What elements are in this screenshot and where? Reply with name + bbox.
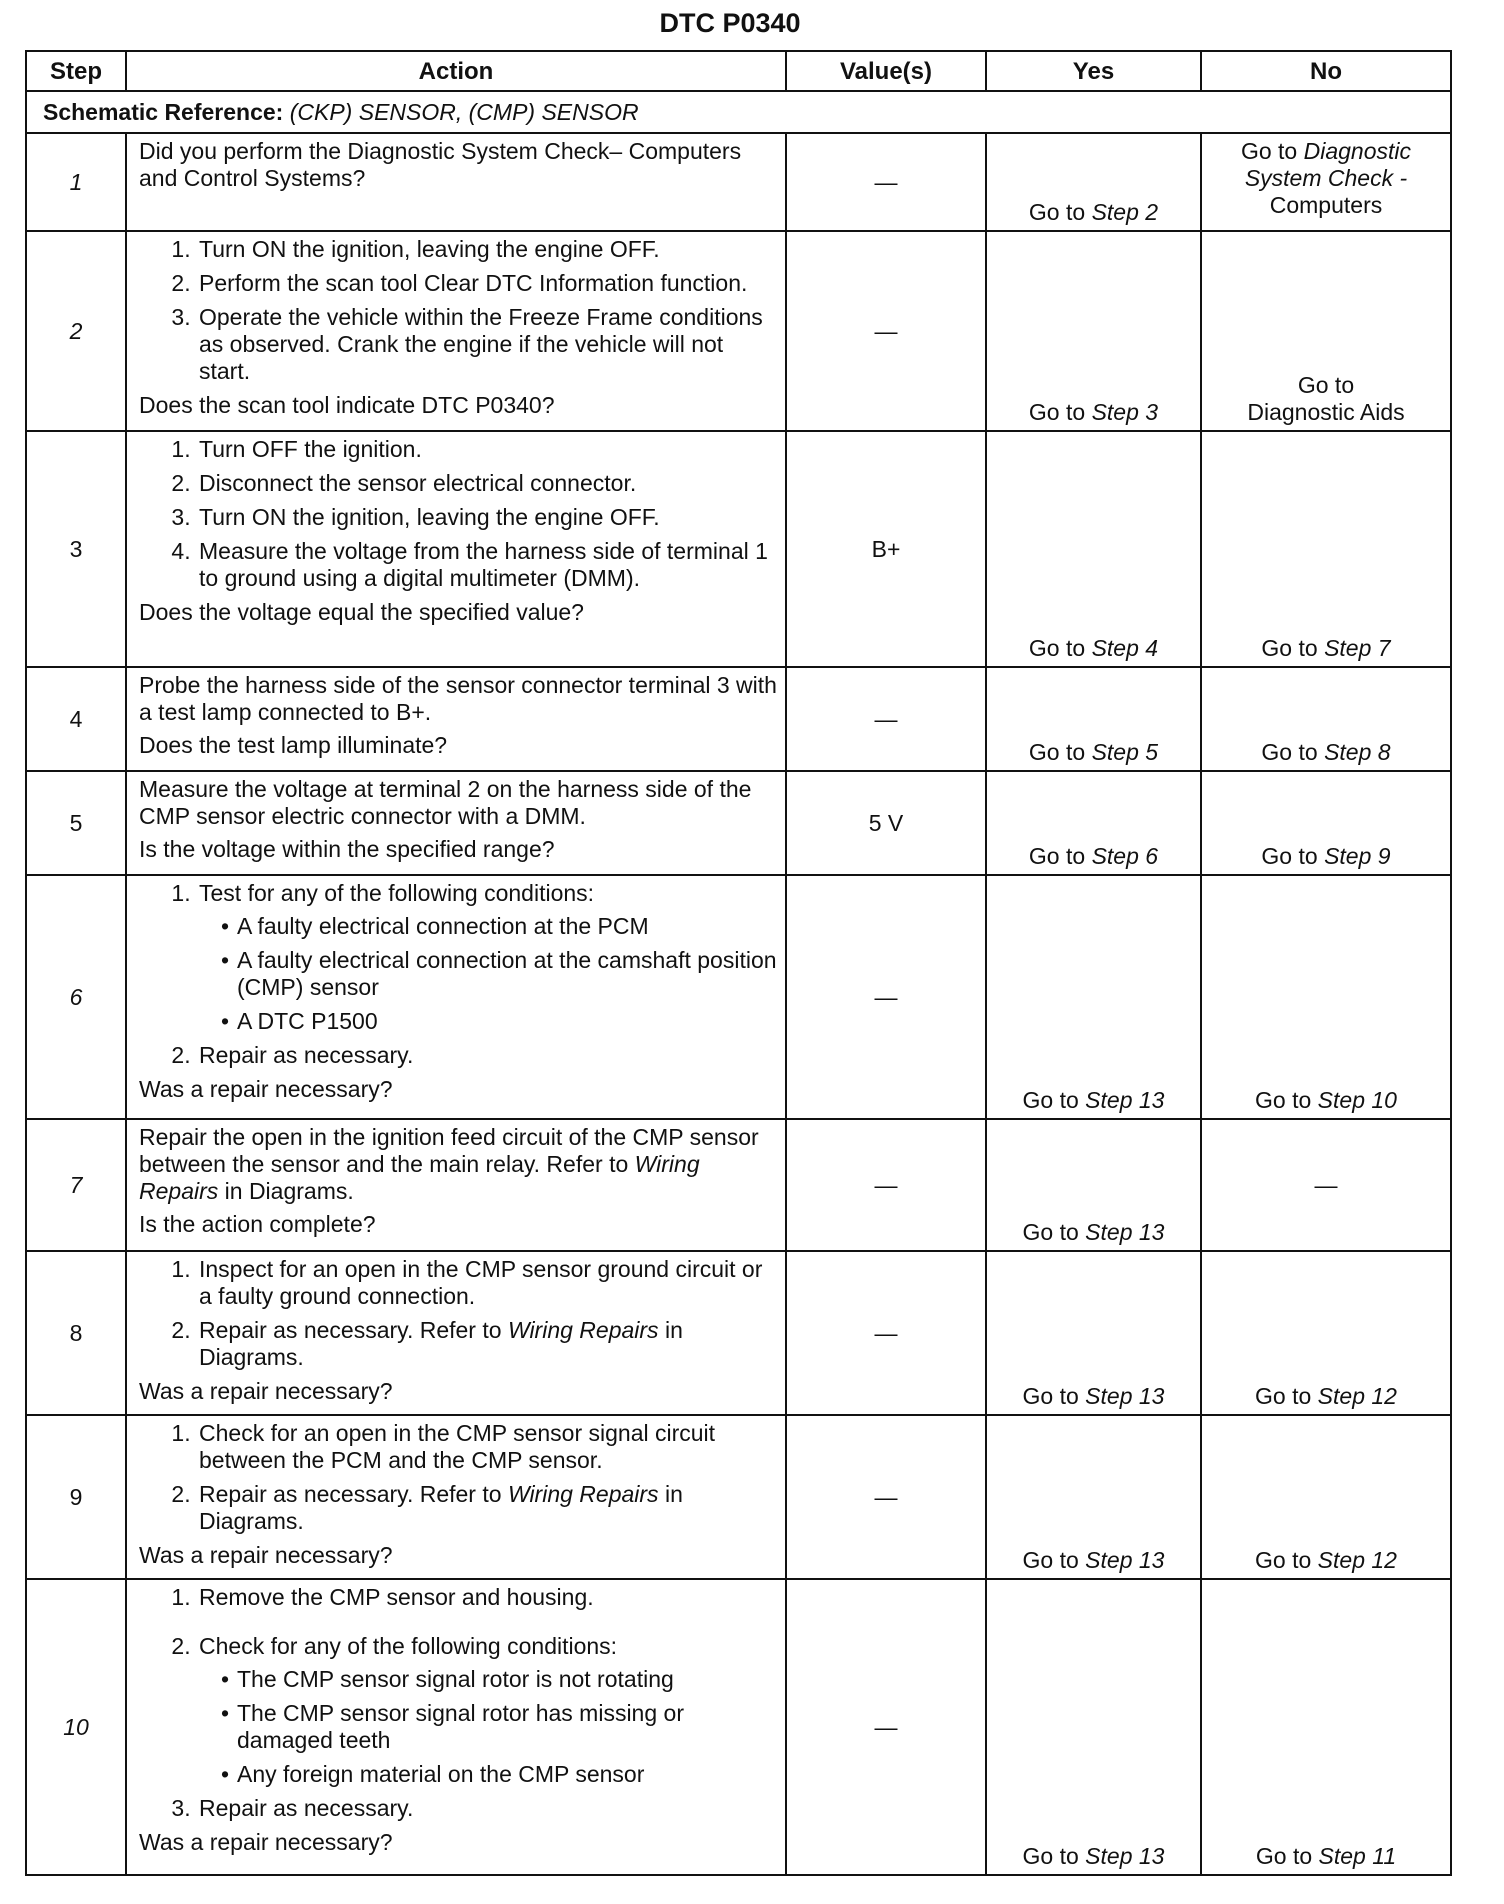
- yes-cell: [986, 875, 1201, 1119]
- table-row: [26, 1415, 1451, 1579]
- goto-prefix: Go to: [1255, 1843, 1313, 1869]
- step-number: 10: [26, 1579, 126, 1875]
- yes-step: Step 3: [1091, 399, 1159, 425]
- goto-prefix: Go to: [1028, 635, 1086, 661]
- no-step: Step 11: [1318, 1843, 1397, 1869]
- no-step: Step 12: [1317, 1547, 1397, 1573]
- value-cell: —: [786, 1119, 986, 1251]
- step-number: 2: [26, 231, 126, 431]
- action-item: 1. Remove the CMP sensor and housing.: [197, 1584, 777, 1611]
- value-cell: B+: [786, 431, 986, 667]
- header-step: Step: [26, 51, 126, 91]
- yes-step: Step 6: [1091, 843, 1159, 869]
- bullet-item: • A faulty electrical connection at the camshaft position (CMP) sensor: [221, 947, 777, 1001]
- table-row: [26, 1579, 1451, 1875]
- no-cell: [1201, 667, 1451, 771]
- goto-prefix: Go to: [1022, 1383, 1079, 1409]
- schematic-label: Schematic Reference:: [43, 98, 284, 125]
- action-cell: [126, 231, 786, 431]
- goto-prefix: Go to: [1022, 1087, 1079, 1113]
- action-item: [197, 1633, 777, 1788]
- step-number: 5: [26, 771, 126, 875]
- action-item: 1. Turn OFF the ignition.: [197, 436, 777, 463]
- value-cell: 5 V: [786, 771, 986, 875]
- goto-prefix: Go to: [1028, 399, 1086, 425]
- yes-step: Step 13: [1085, 1383, 1165, 1409]
- action-item: [197, 1481, 777, 1535]
- action-item: 3. Repair as necessary.: [197, 1795, 777, 1822]
- yes-cell: [986, 1251, 1201, 1415]
- yes-cell: [986, 667, 1201, 771]
- action-item: [197, 880, 777, 1035]
- table-row: [26, 231, 1451, 431]
- action-cell: [126, 667, 786, 771]
- action-cell: [126, 431, 786, 667]
- action-question: Was a repair necessary?: [139, 1378, 393, 1404]
- no-ref-2: Computers: [1269, 192, 1383, 218]
- no-cell: [1201, 231, 1451, 431]
- no-step: Step 8: [1324, 739, 1391, 765]
- action-item: 3. Operate the vehicle within the Freeze Frame conditions as observed. Crank the engine if the vehicle will not start.: [197, 304, 777, 385]
- yes-step: Step 5: [1091, 739, 1159, 765]
- step-number: 3: [26, 431, 126, 667]
- no-cell: [1201, 771, 1451, 875]
- wiring-repairs-ref: Wiring Repairs: [507, 1317, 659, 1343]
- goto-prefix: Go to: [1255, 1547, 1312, 1573]
- table-row: [26, 1251, 1451, 1415]
- no-cell: [1201, 1415, 1451, 1579]
- goto-prefix: Go to: [1022, 1843, 1079, 1869]
- step-number: 6: [26, 875, 126, 1119]
- action-item: 1. Check for an open in the CMP sensor signal circuit between the PCM and the CMP sensor.: [197, 1420, 777, 1474]
- table-row: [26, 133, 1451, 231]
- action-question: Was a repair necessary?: [139, 1542, 393, 1568]
- goto-prefix: Go to: [1261, 739, 1318, 765]
- no-step: Step 12: [1317, 1383, 1397, 1409]
- action-item: 2. Disconnect the sensor electrical connector.: [197, 470, 777, 497]
- yes-cell: [986, 133, 1201, 231]
- action-item: 1. Inspect for an open in the CMP sensor ground circuit or a faulty ground connection.: [197, 1256, 777, 1310]
- no-cell: [1201, 1251, 1451, 1415]
- action-item: 2. Repair as necessary.: [197, 1042, 777, 1069]
- table-row: [26, 875, 1451, 1119]
- no-step: Step 10: [1317, 1087, 1397, 1113]
- yes-cell: [986, 1415, 1201, 1579]
- goto-prefix: Go to: [1022, 1219, 1079, 1245]
- action-item: 2. Perform the scan tool Clear DTC Information function.: [197, 270, 777, 297]
- action-question: Was a repair necessary?: [139, 1829, 393, 1855]
- action-item: 3. Turn ON the ignition, leaving the engine OFF.: [197, 504, 777, 531]
- bullet-item: • The CMP sensor signal rotor has missing or damaged teeth: [221, 1700, 777, 1754]
- action-item: 4. Measure the voltage from the harness side of terminal 1 to ground using a digital multimeter (DMM).: [197, 538, 777, 592]
- no-cell: [1201, 1579, 1451, 1875]
- value-cell: —: [786, 667, 986, 771]
- header-no: No: [1201, 51, 1451, 91]
- goto-prefix: Go to: [1028, 199, 1086, 225]
- action-item-text-b: in Diagrams.: [199, 1481, 683, 1534]
- action-cell: [126, 1119, 786, 1251]
- yes-cell: [986, 1119, 1201, 1251]
- yes-cell: [986, 431, 1201, 667]
- schematic-value: (CKP) SENSOR, (CMP) SENSOR: [289, 98, 639, 125]
- goto-prefix: Go to: [1255, 1087, 1312, 1113]
- wiring-repairs-ref: Wiring Repairs: [507, 1481, 659, 1507]
- value-cell: —: [786, 1251, 986, 1415]
- action-question: Is the action complete?: [139, 1211, 376, 1237]
- goto-prefix: Go to: [1028, 843, 1086, 869]
- no-ref: Diagnostic System Check: [1244, 138, 1412, 191]
- goto-prefix: Go to: [1022, 1547, 1079, 1573]
- table-row: [26, 771, 1451, 875]
- action-text: Probe the harness side of the sensor connector terminal 3 with a test lamp connected to B+.: [139, 672, 777, 725]
- yes-cell: [986, 771, 1201, 875]
- yes-step: Step 13: [1085, 1547, 1165, 1573]
- yes-step: Step 2: [1091, 199, 1159, 225]
- yes-step: Step 13: [1085, 1843, 1165, 1869]
- action-item-text: Repair as necessary. Refer to: [199, 1481, 502, 1507]
- action-item-text: Check for any of the following conditions:: [199, 1633, 618, 1659]
- no-step: Step 7: [1324, 635, 1391, 661]
- table-row: [26, 667, 1451, 771]
- table-row: [26, 1119, 1451, 1251]
- action-question: Does the test lamp illuminate?: [139, 732, 448, 758]
- goto-prefix: Go to: [1297, 372, 1355, 398]
- no-cell: —: [1201, 1119, 1451, 1251]
- goto-prefix: Go to: [1261, 843, 1318, 869]
- step-number: 9: [26, 1415, 126, 1579]
- value-cell: —: [786, 875, 986, 1119]
- action-item: 1. Turn ON the ignition, leaving the engine OFF.: [197, 236, 777, 263]
- no-cell: Go to Diagnostic System Check - Computers: [1201, 133, 1451, 231]
- goto-prefix: Go to: [1240, 138, 1298, 164]
- yes-step: Step 4: [1091, 635, 1159, 661]
- goto-prefix: Go to: [1261, 635, 1318, 661]
- header-row: [26, 51, 1451, 91]
- step-number: 8: [26, 1251, 126, 1415]
- action-text: Measure the voltage at terminal 2 on the harness side of the CMP sensor electric connector with a DMM.: [139, 776, 752, 829]
- action-item-text: Test for any of the following conditions:: [199, 880, 595, 906]
- action-cell: [126, 1251, 786, 1415]
- header-values: Value(s): [786, 51, 986, 91]
- value-cell: —: [786, 1579, 986, 1875]
- action-question: Does the voltage equal the specified value?: [139, 599, 584, 625]
- bullet-item: • A DTC P1500: [221, 1008, 777, 1035]
- action-question: Does the scan tool indicate DTC P0340?: [139, 392, 555, 418]
- yes-cell: [986, 231, 1201, 431]
- action-text: Did you perform the Diagnostic System Check– Computers and Control Systems?: [139, 138, 742, 191]
- action-item: [197, 1317, 777, 1371]
- action-question: Was a repair necessary?: [139, 1076, 393, 1102]
- bullet-item: • The CMP sensor signal rotor is not rotating: [221, 1666, 777, 1693]
- action-question: Is the voltage within the specified range?: [139, 836, 555, 862]
- schematic-row: [26, 91, 1451, 133]
- bullet-item: • Any foreign material on the CMP sensor: [221, 1761, 777, 1788]
- action-cell: [126, 1579, 786, 1875]
- step-number: 1: [26, 133, 126, 231]
- schematic-reference: [26, 91, 1451, 133]
- header-action: Action: [126, 51, 786, 91]
- header-yes: Yes: [986, 51, 1201, 91]
- action-text-b: in Diagrams.: [224, 1178, 354, 1204]
- action-cell: [126, 771, 786, 875]
- step-number: 7: [26, 1119, 126, 1251]
- diagnostic-table: [25, 50, 1452, 1876]
- page-title: DTC P0340: [659, 8, 801, 38]
- action-item-text: Repair as necessary. Refer to: [199, 1317, 502, 1343]
- yes-step: Step 13: [1085, 1219, 1165, 1245]
- step-number: 4: [26, 667, 126, 771]
- action-cell: [126, 875, 786, 1119]
- table-row: [26, 431, 1451, 667]
- yes-step: Step 13: [1085, 1087, 1165, 1113]
- no-cell: [1201, 875, 1451, 1119]
- action-text: [139, 1124, 777, 1205]
- wiring-repairs-ref: Wiring Repairs: [139, 1151, 700, 1204]
- no-ref: Diagnostic Aids: [1247, 399, 1405, 425]
- value-cell: —: [786, 133, 986, 231]
- goto-prefix: Go to: [1028, 739, 1086, 765]
- goto-prefix: Go to: [1255, 1383, 1312, 1409]
- action-text-a: Repair the open in the ignition feed circuit of the CMP sensor between the sensor and the main relay. Refer to: [139, 1124, 759, 1177]
- action-cell: [126, 1415, 786, 1579]
- bullet-item: • A faulty electrical connection at the PCM: [221, 913, 777, 940]
- no-cell: [1201, 431, 1451, 667]
- no-step: Step 9: [1324, 843, 1391, 869]
- action-item-text-b: in Diagrams.: [199, 1317, 683, 1370]
- action-cell: [126, 133, 786, 231]
- yes-cell: [986, 1579, 1201, 1875]
- value-cell: —: [786, 231, 986, 431]
- value-cell: —: [786, 1415, 986, 1579]
